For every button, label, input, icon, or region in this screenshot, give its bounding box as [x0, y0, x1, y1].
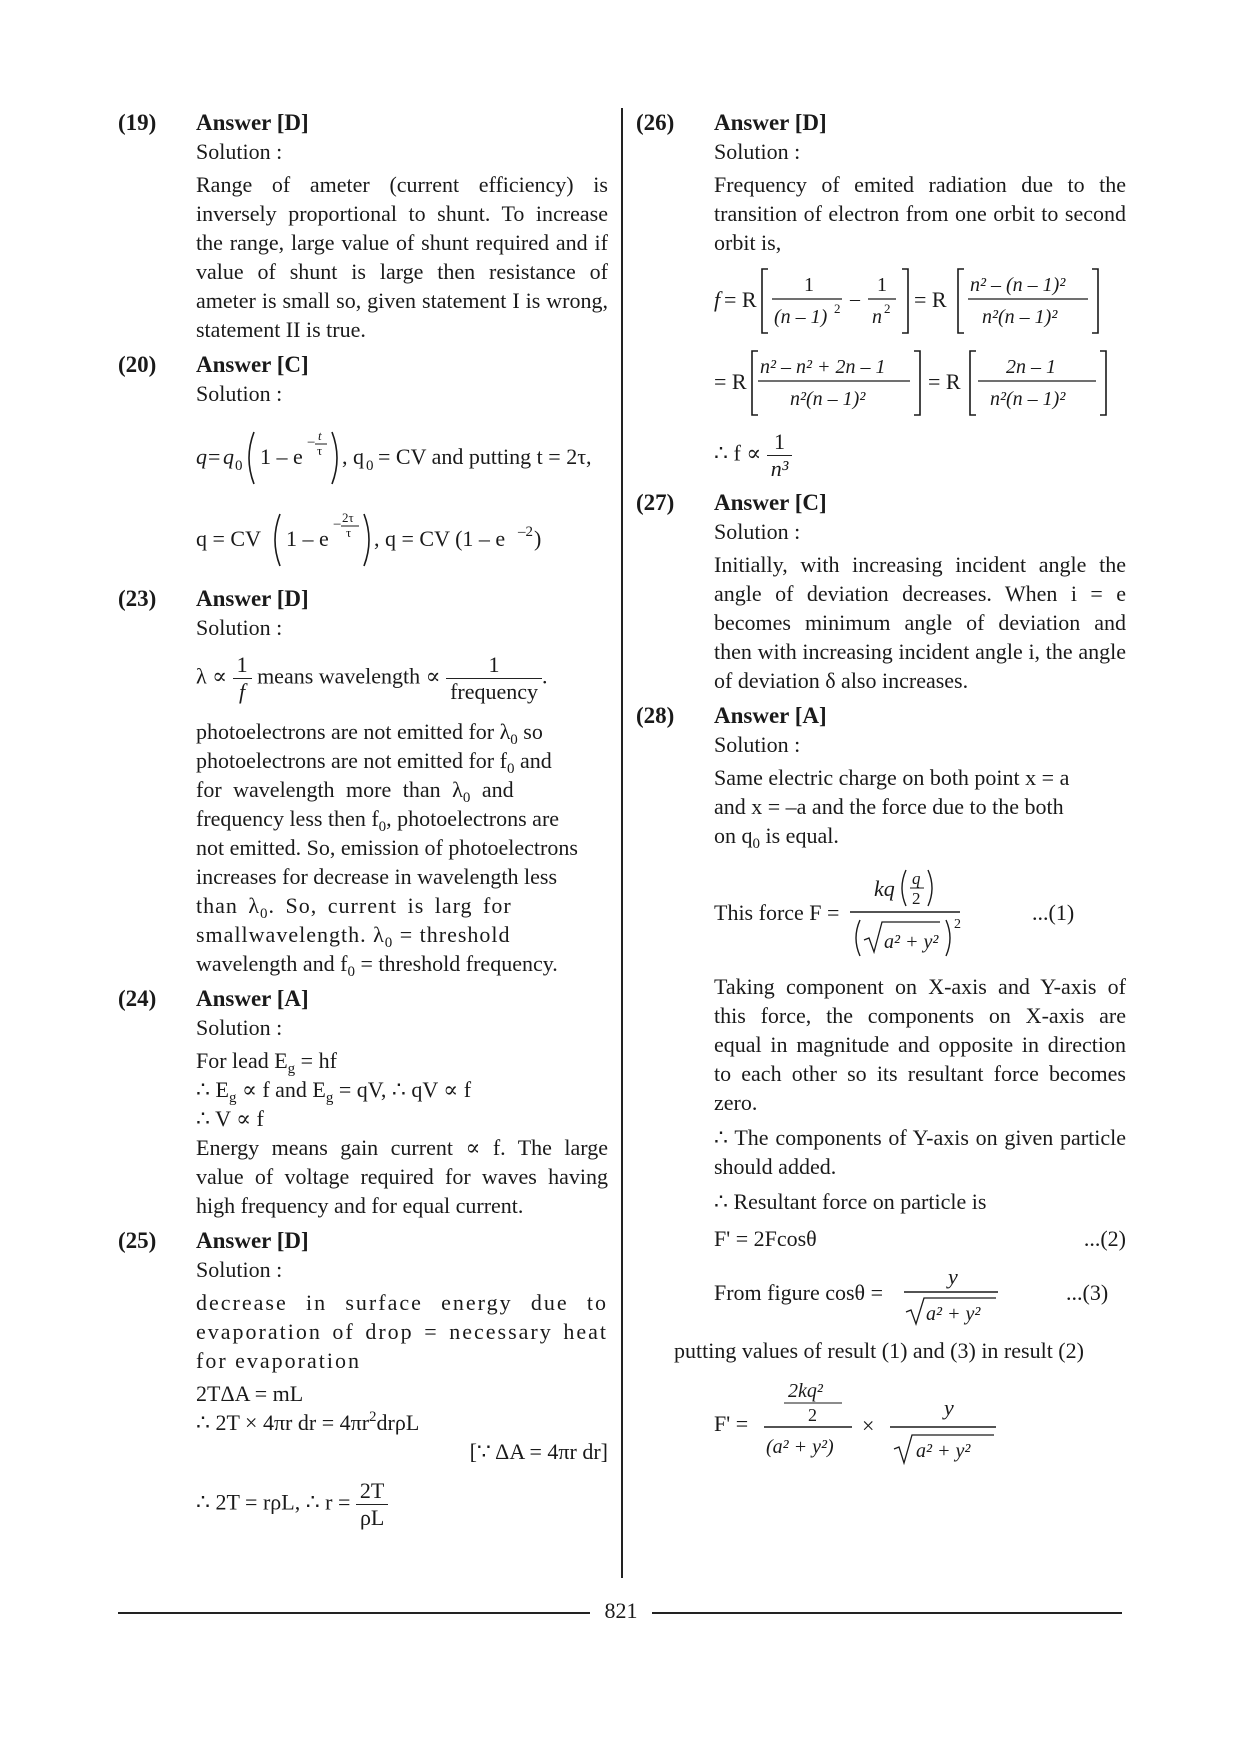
eq-term: 2 — [912, 889, 921, 908]
eq-term: 0 — [235, 458, 243, 474]
solution-label: Solution : — [714, 139, 801, 164]
eq-term: F' = 2Fcosθ — [714, 1226, 817, 1251]
solution-label: Solution : — [714, 519, 801, 544]
question-number: (28) — [636, 703, 675, 728]
footer-rule-right — [652, 1612, 1122, 1614]
solution-text: Initially, with increasing incident angle the angle of deviation decreases. When i = e becomes minimum angle of deviation and then with increasing incident angle i, the angle of deviation δ also increases. — [714, 552, 1126, 693]
fraction-denominator: a² + y² — [926, 1303, 981, 1325]
question-27 — [636, 488, 1126, 695]
cos-equation — [714, 1264, 1126, 1330]
frequency-equation-2 — [714, 345, 1126, 421]
solution-text: ∴ The components of Y-axis on given particle should added. — [714, 1125, 1126, 1179]
wavelength-relation — [196, 652, 608, 705]
eq-term: − — [307, 435, 316, 451]
fraction-numerator: 2n – 1 — [1006, 356, 1056, 378]
question-number: (19) — [118, 110, 157, 135]
eq-term: . — [542, 663, 548, 689]
fraction-numerator: y — [948, 1264, 958, 1289]
fraction-denominator: a² + y² — [884, 931, 939, 953]
eq-term: , q — [342, 444, 364, 469]
fraction-numerator: n² – n² + 2n – 1 — [760, 356, 886, 378]
fraction-denominator: n — [872, 306, 882, 328]
right-column — [636, 108, 1126, 1481]
eq-term: = R — [714, 369, 747, 394]
eq-term: From figure cosθ = — [714, 1280, 883, 1305]
eq-line: ∴ $E_g \propto f$ and $E_g$ = qV, ∴ qV ∝ f — [196, 1077, 472, 1106]
eq-line: 2TΔA = mL — [196, 1381, 304, 1406]
fraction-numerator: 1 — [804, 274, 814, 296]
answer-label: Answer [D] — [196, 1228, 309, 1253]
eq-line: ∴ 2T = rρL, ∴ r = $\frac{2T}{\rho L}$ — [196, 1478, 608, 1531]
eq-term: q — [196, 444, 207, 469]
solution-label: Solution : — [196, 139, 283, 164]
fraction-denominator: n²(n – 1)² — [790, 388, 866, 410]
eq-term: 2τ — [342, 510, 354, 525]
eq-term: τ — [317, 443, 323, 458]
fraction-denominator: frequency — [450, 679, 539, 704]
eq-term: F' = — [714, 1411, 749, 1436]
answer-label: Answer [A] — [714, 703, 827, 728]
solution-label: Solution : — [196, 615, 283, 640]
eq-term: 1 – e — [286, 526, 329, 551]
text-line: increases for decrease in wavelength less — [196, 864, 558, 889]
fraction-numerator: 1 — [877, 274, 887, 296]
solution-label: Solution : — [714, 732, 801, 757]
fraction-denominator: n³ — [770, 456, 789, 481]
question-number: (20) — [118, 352, 157, 377]
eq-term: 2 — [884, 301, 891, 316]
solution-text: putting values of result (1) and (3) in result (2) — [674, 1338, 1084, 1363]
text-line: photoelectrons are not emitted for $f_0$ and — [196, 748, 552, 777]
fraction-denominator: (a² + y²) — [766, 1436, 834, 1458]
eq-term: 2 — [808, 1405, 817, 1425]
eq-term: means wavelength ∝ — [257, 663, 441, 689]
fraction-denominator: f — [239, 679, 246, 704]
question-number: (23) — [118, 586, 157, 611]
equation-reference: ...(2) — [1083, 1226, 1126, 1251]
question-26 — [636, 108, 1126, 482]
eq-term: , q = CV (1 – e — [374, 526, 506, 551]
fraction — [233, 652, 252, 705]
eq-term: This force F = — [714, 900, 840, 925]
question-20 — [118, 350, 608, 572]
text-line: photoelectrons are not emitted for $\lambda_0$ so — [196, 719, 543, 748]
solution-label: Solution : — [196, 381, 283, 406]
answer-label: Answer [C] — [714, 490, 827, 515]
eq-term: 2 — [954, 917, 961, 932]
eq-term: ) — [534, 526, 542, 551]
eq-term: q — [223, 444, 234, 469]
text-line: on $q_0$ is equal. — [714, 823, 839, 852]
final-force-equation — [714, 1375, 1126, 1475]
text-line: and x = –a and the force due to the both — [714, 794, 1064, 819]
question-24 — [118, 984, 608, 1220]
fraction-denominator: a² + y² — [916, 1440, 971, 1462]
text-line: smallwavelength. $\lambda_0$ = threshold — [196, 922, 511, 951]
eq-term: = R — [928, 369, 961, 394]
question-23 — [118, 584, 608, 978]
eq-line — [714, 1224, 1126, 1254]
fraction — [446, 652, 542, 705]
force-equation — [714, 860, 1126, 964]
equation-reference: ...(1) — [1032, 900, 1075, 925]
eq-term: 0 — [366, 458, 374, 474]
eq-term: τ — [346, 525, 352, 540]
text-line: for wavelength more than $\lambda_0$ and — [196, 777, 514, 806]
eq-term: × — [862, 1413, 875, 1438]
question-25 — [118, 1226, 608, 1531]
fraction-numerator: 1 — [446, 652, 542, 679]
solution-text: decrease in surface energy due to evaporation of drop = necessary heat for evaporation — [196, 1290, 608, 1373]
question-number: (26) — [636, 110, 675, 135]
eq-term: q — [912, 869, 921, 888]
fraction — [767, 429, 793, 482]
eq-term: f — [714, 287, 721, 312]
question-number: (27) — [636, 490, 675, 515]
eq-line: ∴ V ∝ f — [196, 1106, 264, 1131]
text-line: not emitted. So, emission of photoelectrons — [196, 835, 578, 860]
eq-term: λ ∝ — [196, 663, 228, 689]
question-19 — [118, 108, 608, 344]
answer-label: Answer [D] — [196, 110, 309, 135]
solution-label: Solution : — [196, 1015, 283, 1040]
solution-text: Energy means gain current ∝ f. The large value of voltage required for waves having high frequency and for equal current. — [196, 1135, 608, 1218]
fraction-numerator: 1 — [767, 429, 793, 456]
eq-term: = R — [914, 287, 947, 312]
text-line: Same electric charge on both point x = a — [714, 765, 1070, 790]
solution-text — [196, 717, 608, 978]
left-column — [118, 108, 608, 1537]
equation-reference: ...(3) — [1066, 1280, 1109, 1305]
eq-term: – — [850, 288, 860, 310]
question-28 — [636, 701, 1126, 1475]
text-line: frequency less then $f_0$, photoelectrons are — [196, 806, 560, 835]
fraction-numerator: kq — [874, 876, 895, 901]
fraction-numerator: n² – (n – 1)² — [970, 274, 1066, 296]
frequency-equation-1 — [714, 263, 1126, 339]
answer-label: Answer [A] — [196, 986, 309, 1011]
solution-label: Solution : — [196, 1257, 283, 1282]
answer-label: Answer [D] — [196, 586, 309, 611]
text-line: than $\lambda_0$. So, current is larg for — [196, 893, 512, 922]
eq-term: t — [318, 428, 322, 443]
eq-term: − — [333, 517, 342, 533]
eq-line: For lead $E_g$ = hf — [196, 1048, 337, 1077]
text-line: wavelength and $f_0$ = threshold frequency. — [196, 951, 558, 980]
fraction-numerator: 2kq² — [788, 1380, 823, 1402]
fraction-denominator: n²(n – 1)² — [990, 388, 1066, 410]
answer-label: Answer [C] — [196, 352, 309, 377]
eq-term: = R — [724, 287, 757, 312]
page-number: 821 — [604, 1598, 638, 1623]
charge-equation-2 — [196, 502, 608, 572]
fraction — [356, 1478, 388, 1531]
solution-text — [714, 763, 1126, 850]
solution-text: Taking component on X-axis and Y-axis of this force, the components on X-axis are equal in magnitude and opposite in direction to each other so its resultant force becomes zero. — [714, 974, 1126, 1115]
fraction-numerator: 2T — [356, 1478, 388, 1505]
eq-term: = — [208, 444, 221, 469]
eq-term: q = CV — [196, 526, 261, 551]
fraction-numerator: 1 — [233, 652, 252, 679]
eq-line: [∵ ΔA = 4πr dr] — [469, 1439, 608, 1464]
charge-equation-1 — [196, 420, 608, 490]
question-number: (24) — [118, 986, 157, 1011]
question-number: (25) — [118, 1228, 157, 1253]
fraction-numerator: y — [944, 1395, 954, 1420]
fraction-denominator: ρL — [359, 1505, 385, 1530]
eq-term: 1 – e — [260, 444, 303, 469]
answer-label: Answer [D] — [714, 110, 827, 135]
footer-rule-left — [118, 1612, 590, 1614]
eq-line: ∴ f ∝ $\frac{1}{\text{n³}}$ — [714, 429, 1126, 482]
eq-term: –2 — [518, 524, 533, 540]
eq-term: = CV and putting t = 2τ, — [378, 444, 592, 469]
fraction-denominator: n²(n – 1)² — [982, 306, 1058, 328]
column-divider — [621, 108, 623, 1578]
solution-text: Range of ameter (current efficiency) is inversely proportional to shunt. To increase the range, large value of shunt required and if value of shunt is large then resistance of ameter is small so, given statement I is wrong, statement II is true. — [196, 172, 608, 342]
solution-text: ∴ Resultant force on particle is — [714, 1189, 987, 1214]
eq-term: 2 — [834, 301, 841, 316]
fraction-denominator: (n – 1) — [774, 306, 828, 328]
solution-text: Frequency of emited radiation due to the transition of electron from one orbit to second orbit is, — [714, 172, 1126, 255]
eq-line: ∴ 2T × 4πr dr = $4\pi r^2dr\rho L$ — [196, 1409, 420, 1435]
